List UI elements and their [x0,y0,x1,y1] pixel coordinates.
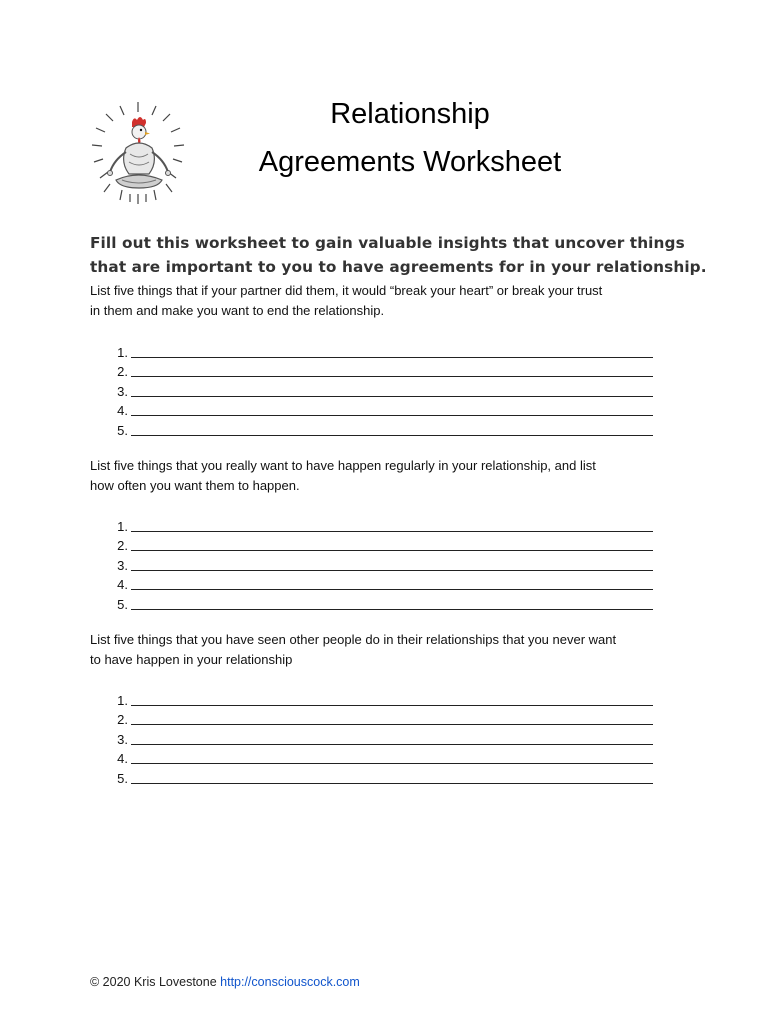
section-3-prompt-line-1: List five things that you have seen other people do in their relationships that you never want [90,632,617,647]
answer-blank[interactable] [131,365,653,377]
item-number: 5. [117,770,128,786]
item-number: 1. [117,344,128,360]
logo [90,100,186,208]
page-title [230,90,590,186]
item-number: 1. [117,692,128,708]
item-number: 2. [117,364,128,380]
item-number: 2. [117,712,128,728]
list-item [104,573,664,593]
answer-blank[interactable] [131,539,653,551]
answer-blank[interactable] [131,772,653,784]
answer-blank[interactable] [131,598,653,610]
meditating-rooster-icon [90,100,186,208]
item-number: 4. [117,577,128,593]
item-number: 3. [117,383,128,399]
section-3-prompt [90,630,670,670]
item-number: 5. [117,596,128,612]
answer-blank[interactable] [131,752,653,764]
list-item [104,766,664,786]
item-number: 3. [117,557,128,573]
section-2-prompt-line-2: how often you want them to happen. [90,478,300,493]
answer-blank[interactable] [131,404,653,416]
intro-line-2: that are important to you to have agreements for in your relationship. [90,258,707,276]
list-item [104,534,664,554]
section-1-prompt [90,281,670,321]
list-item [104,418,664,438]
answer-blank[interactable] [131,713,653,725]
list-item [104,379,664,399]
list-item [104,553,664,573]
list-item [104,399,664,419]
list-item [104,688,664,708]
item-number: 5. [117,422,128,438]
intro-line-1: Fill out this worksheet to gain valuable insights that uncover things [90,234,685,252]
section-1-answer-list [104,340,664,438]
intro-text [90,231,707,279]
answer-blank[interactable] [131,346,653,358]
section-1-prompt-line-2: in them and make you want to end the relationship. [90,303,385,318]
title-line-1: Relationship [330,98,490,130]
section-3-prompt-line-2: to have happen in your relationship [90,652,293,667]
item-number: 1. [117,518,128,534]
list-item [104,727,664,747]
section-2-answer-list [104,514,664,612]
section-1-prompt-line-1: List five things that if your partner did them, it would “break your heart” or break your trust [90,283,603,298]
item-number: 2. [117,538,128,554]
website-link[interactable]: http://consciouscock.com [220,975,360,989]
title-line-2: Agreements Worksheet [258,146,562,178]
list-item [104,340,664,360]
section-2-prompt [90,456,670,496]
answer-blank[interactable] [131,424,653,436]
list-item [104,747,664,767]
list-item [104,360,664,380]
item-number: 3. [117,731,128,747]
footer [90,975,360,989]
item-number: 4. [117,751,128,767]
section-2-prompt-line-1: List five things that you really want to have happen regularly in your relationship, and list [90,458,596,473]
answer-blank[interactable] [131,520,653,532]
list-item [104,708,664,728]
section-3-answer-list [104,688,664,786]
copyright-text: © 2020 Kris Lovestone [90,975,217,989]
answer-blank[interactable] [131,385,653,397]
list-item [104,592,664,612]
answer-blank[interactable] [131,694,653,706]
answer-blank[interactable] [131,559,653,571]
list-item [104,514,664,534]
answer-blank[interactable] [131,578,653,590]
answer-blank[interactable] [131,733,653,745]
item-number: 4. [117,403,128,419]
